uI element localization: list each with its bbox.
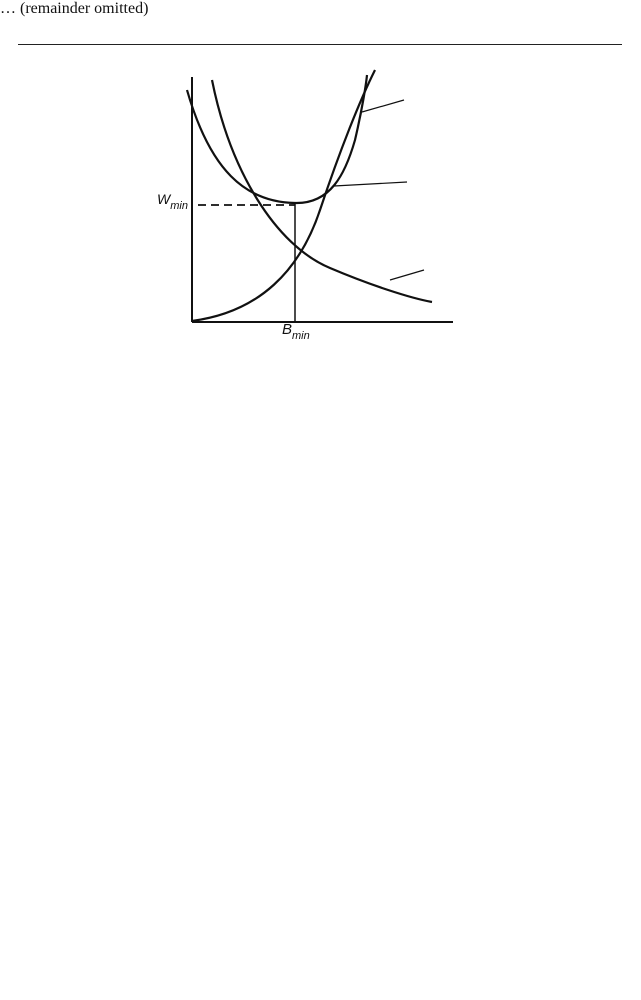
energy-figure bbox=[0, 0, 641, 370]
w-min-label: $W_{min}$ bbox=[157, 191, 188, 212]
total-label-leader bbox=[334, 182, 407, 186]
b-min-label: $B_{min}$ bbox=[282, 321, 310, 342]
particle-label-leader bbox=[390, 270, 424, 280]
magnetic-label-leader bbox=[362, 100, 404, 112]
particle-energy-curve bbox=[212, 80, 432, 302]
